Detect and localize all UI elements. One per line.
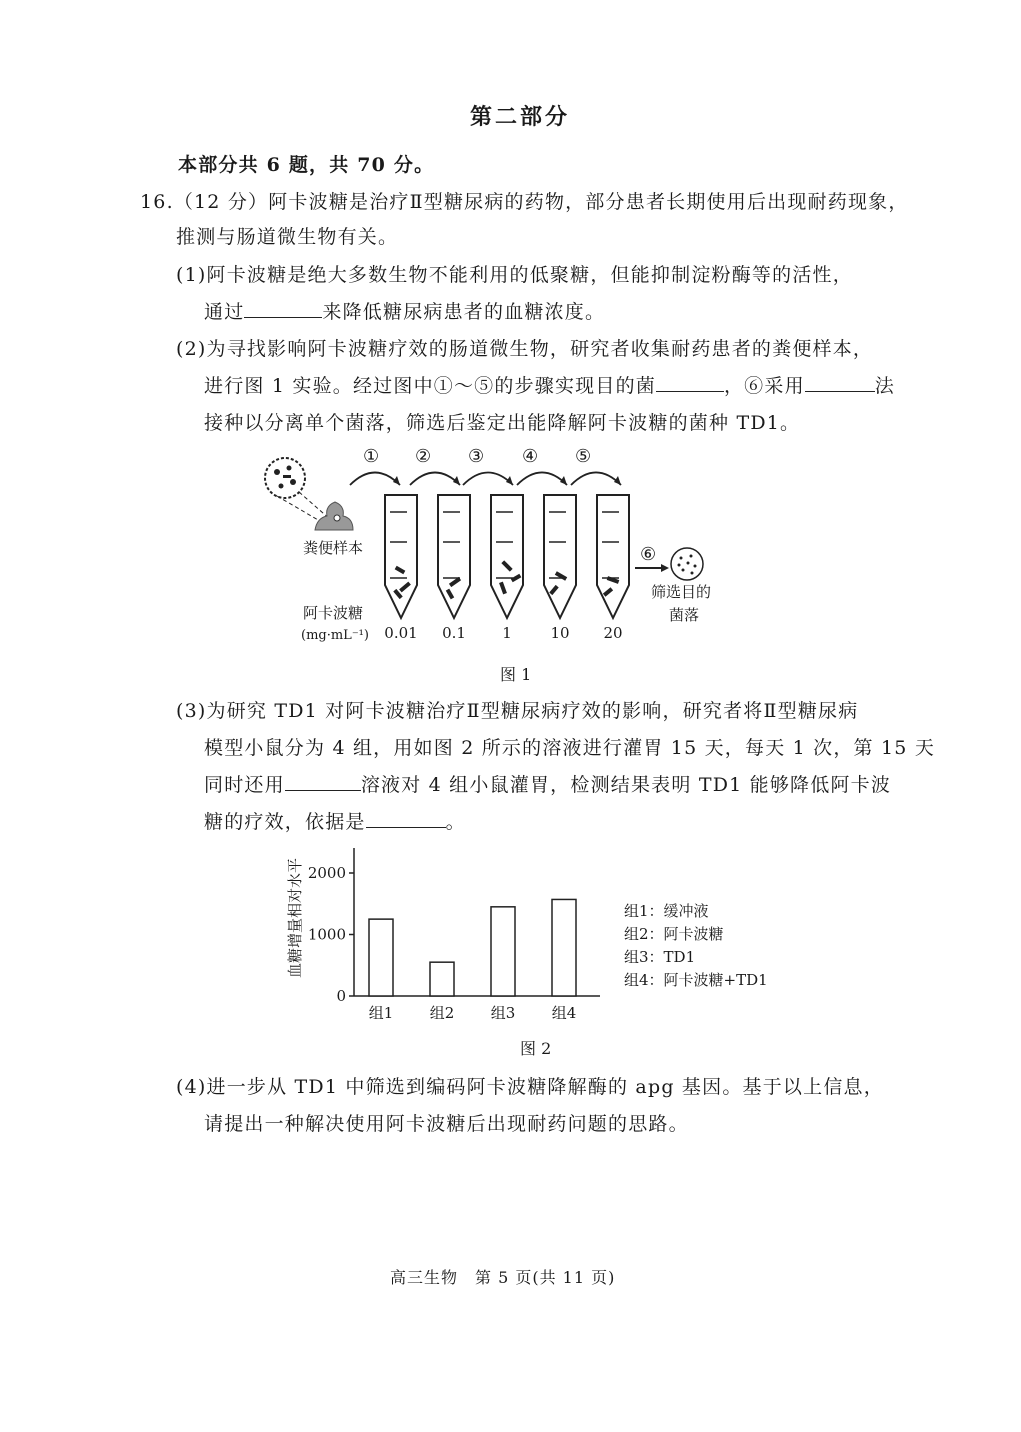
stool-sample-icon: [315, 502, 353, 530]
y-tick-label-0: 0: [336, 987, 346, 1005]
q16-part3-line3: 同时还用 溶液对 4 组小鼠灌胃，检测结果表明 TD1 能够降低阿卡波: [204, 774, 892, 796]
bar-组1: [369, 919, 393, 996]
bar-组2: [430, 962, 454, 996]
figure-2-chart: [280, 838, 800, 1033]
step-6: ⑥: [640, 544, 657, 565]
legend-entry-0: 组1：缓冲液: [624, 902, 709, 920]
page-footer: 高三生物 第 5 页(共 11 页): [390, 1268, 616, 1287]
step-5: ⑤: [575, 446, 592, 467]
conc-3: 1: [502, 624, 512, 642]
figure-1: [255, 440, 755, 655]
q16-part3-line4: 糖的疗效，依据是 。: [204, 811, 466, 833]
sample-label: 粪便样本: [303, 539, 364, 557]
legend-entry-1: 组2：阿卡波糖: [624, 925, 724, 943]
bar-组3: [491, 907, 515, 996]
conc-5: 20: [603, 624, 623, 642]
q16-part1-line2: 通过 来降低糖尿病患者的血糖浓度。: [204, 301, 606, 323]
step-2: ②: [415, 446, 432, 467]
culture-tube-1: [385, 495, 417, 618]
conc-1: 0.01: [384, 624, 418, 642]
x-tick-label-0: 组1: [368, 1004, 394, 1022]
answer-blank-1: [244, 299, 322, 318]
y-tick-label-2: 2000: [307, 864, 346, 882]
result-label-1: 筛选目的: [651, 583, 712, 601]
answer-blank-4: [285, 772, 361, 791]
answer-blank-3: [805, 373, 875, 392]
culture-tube-3: [491, 495, 523, 618]
x-tick-label-1: 组2: [429, 1004, 455, 1022]
section-title: 第二部分: [470, 104, 571, 130]
conc-axis-label: 阿卡波糖: [303, 604, 364, 622]
step-4: ④: [522, 446, 539, 467]
microbe-cluster-icon: [265, 458, 331, 524]
answer-blank-5: [366, 809, 446, 828]
result-label-2: 菌落: [669, 606, 700, 624]
q16-part3: (3)为研究 TD1 对阿卡波糖治疗Ⅱ型糖尿病疗效的影响，研究者将Ⅱ型糖尿病: [176, 700, 859, 722]
q16-stem-2: 推测与肠道微生物有关。: [176, 226, 399, 248]
x-tick-label-2: 组3: [490, 1004, 516, 1022]
culture-tube-4: [544, 495, 576, 618]
q16-part4: (4)进一步从 TD1 中筛选到编码阿卡波糖降解酶的 apg 基因。基于以上信息，: [176, 1076, 884, 1098]
conc-axis-unit: (mg·mL⁻¹): [301, 628, 369, 643]
step-3: ③: [468, 446, 485, 467]
bar-组4: [552, 899, 576, 996]
culture-tube-5: [597, 495, 629, 618]
legend-entry-2: 组3：TD1: [624, 948, 696, 966]
q16-part2: (2)为寻找影响阿卡波糖疗效的肠道微生物，研究者收集耐药患者的粪便样本，: [176, 338, 874, 360]
y-axis-label: 血糖增量相对水平: [286, 857, 304, 979]
y-tick-label-1: 1000: [307, 925, 346, 944]
legend-entry-3: 组4：阿卡波糖+TD1: [624, 971, 768, 989]
q16-part4-line2: 请提出一种解决使用阿卡波糖后出现耐药问题的思路。: [204, 1113, 689, 1135]
figure-1-caption: 图 1: [500, 665, 532, 684]
section-note: 本部分共 6 题，共 70 分。: [178, 154, 435, 176]
culture-tube-2: [438, 495, 470, 618]
culture-plate-icon: [671, 548, 703, 580]
q16-part2-line2: 进行图 1 实验。经过图中①～⑤的步骤实现目的菌 ，⑥采用 法: [204, 375, 895, 397]
q16-part1: (1)阿卡波糖是绝大多数生物不能利用的低聚糖，但能抑制淀粉酶等的活性，: [176, 264, 853, 286]
conc-2: 0.1: [442, 624, 466, 642]
x-tick-label-3: 组4: [551, 1004, 577, 1022]
answer-blank-2: [656, 373, 724, 392]
step-1: ①: [363, 446, 380, 467]
conc-4: 10: [550, 624, 570, 642]
q16-part2-line3: 接种以分离单个菌落，筛选后鉴定出能降解阿卡波糖的菌种 TD1。: [204, 412, 801, 434]
q16-stem: 16.（12 分）阿卡波糖是治疗Ⅱ型糖尿病的药物，部分患者长期使用后出现耐药现象，: [140, 191, 909, 213]
figure-2-caption: 图 2: [520, 1039, 552, 1058]
q16-part3-line2: 模型小鼠分为 4 组，用如图 2 所示的溶液进行灌胃 15 天，每天 1 次，第 15 天: [204, 737, 936, 759]
